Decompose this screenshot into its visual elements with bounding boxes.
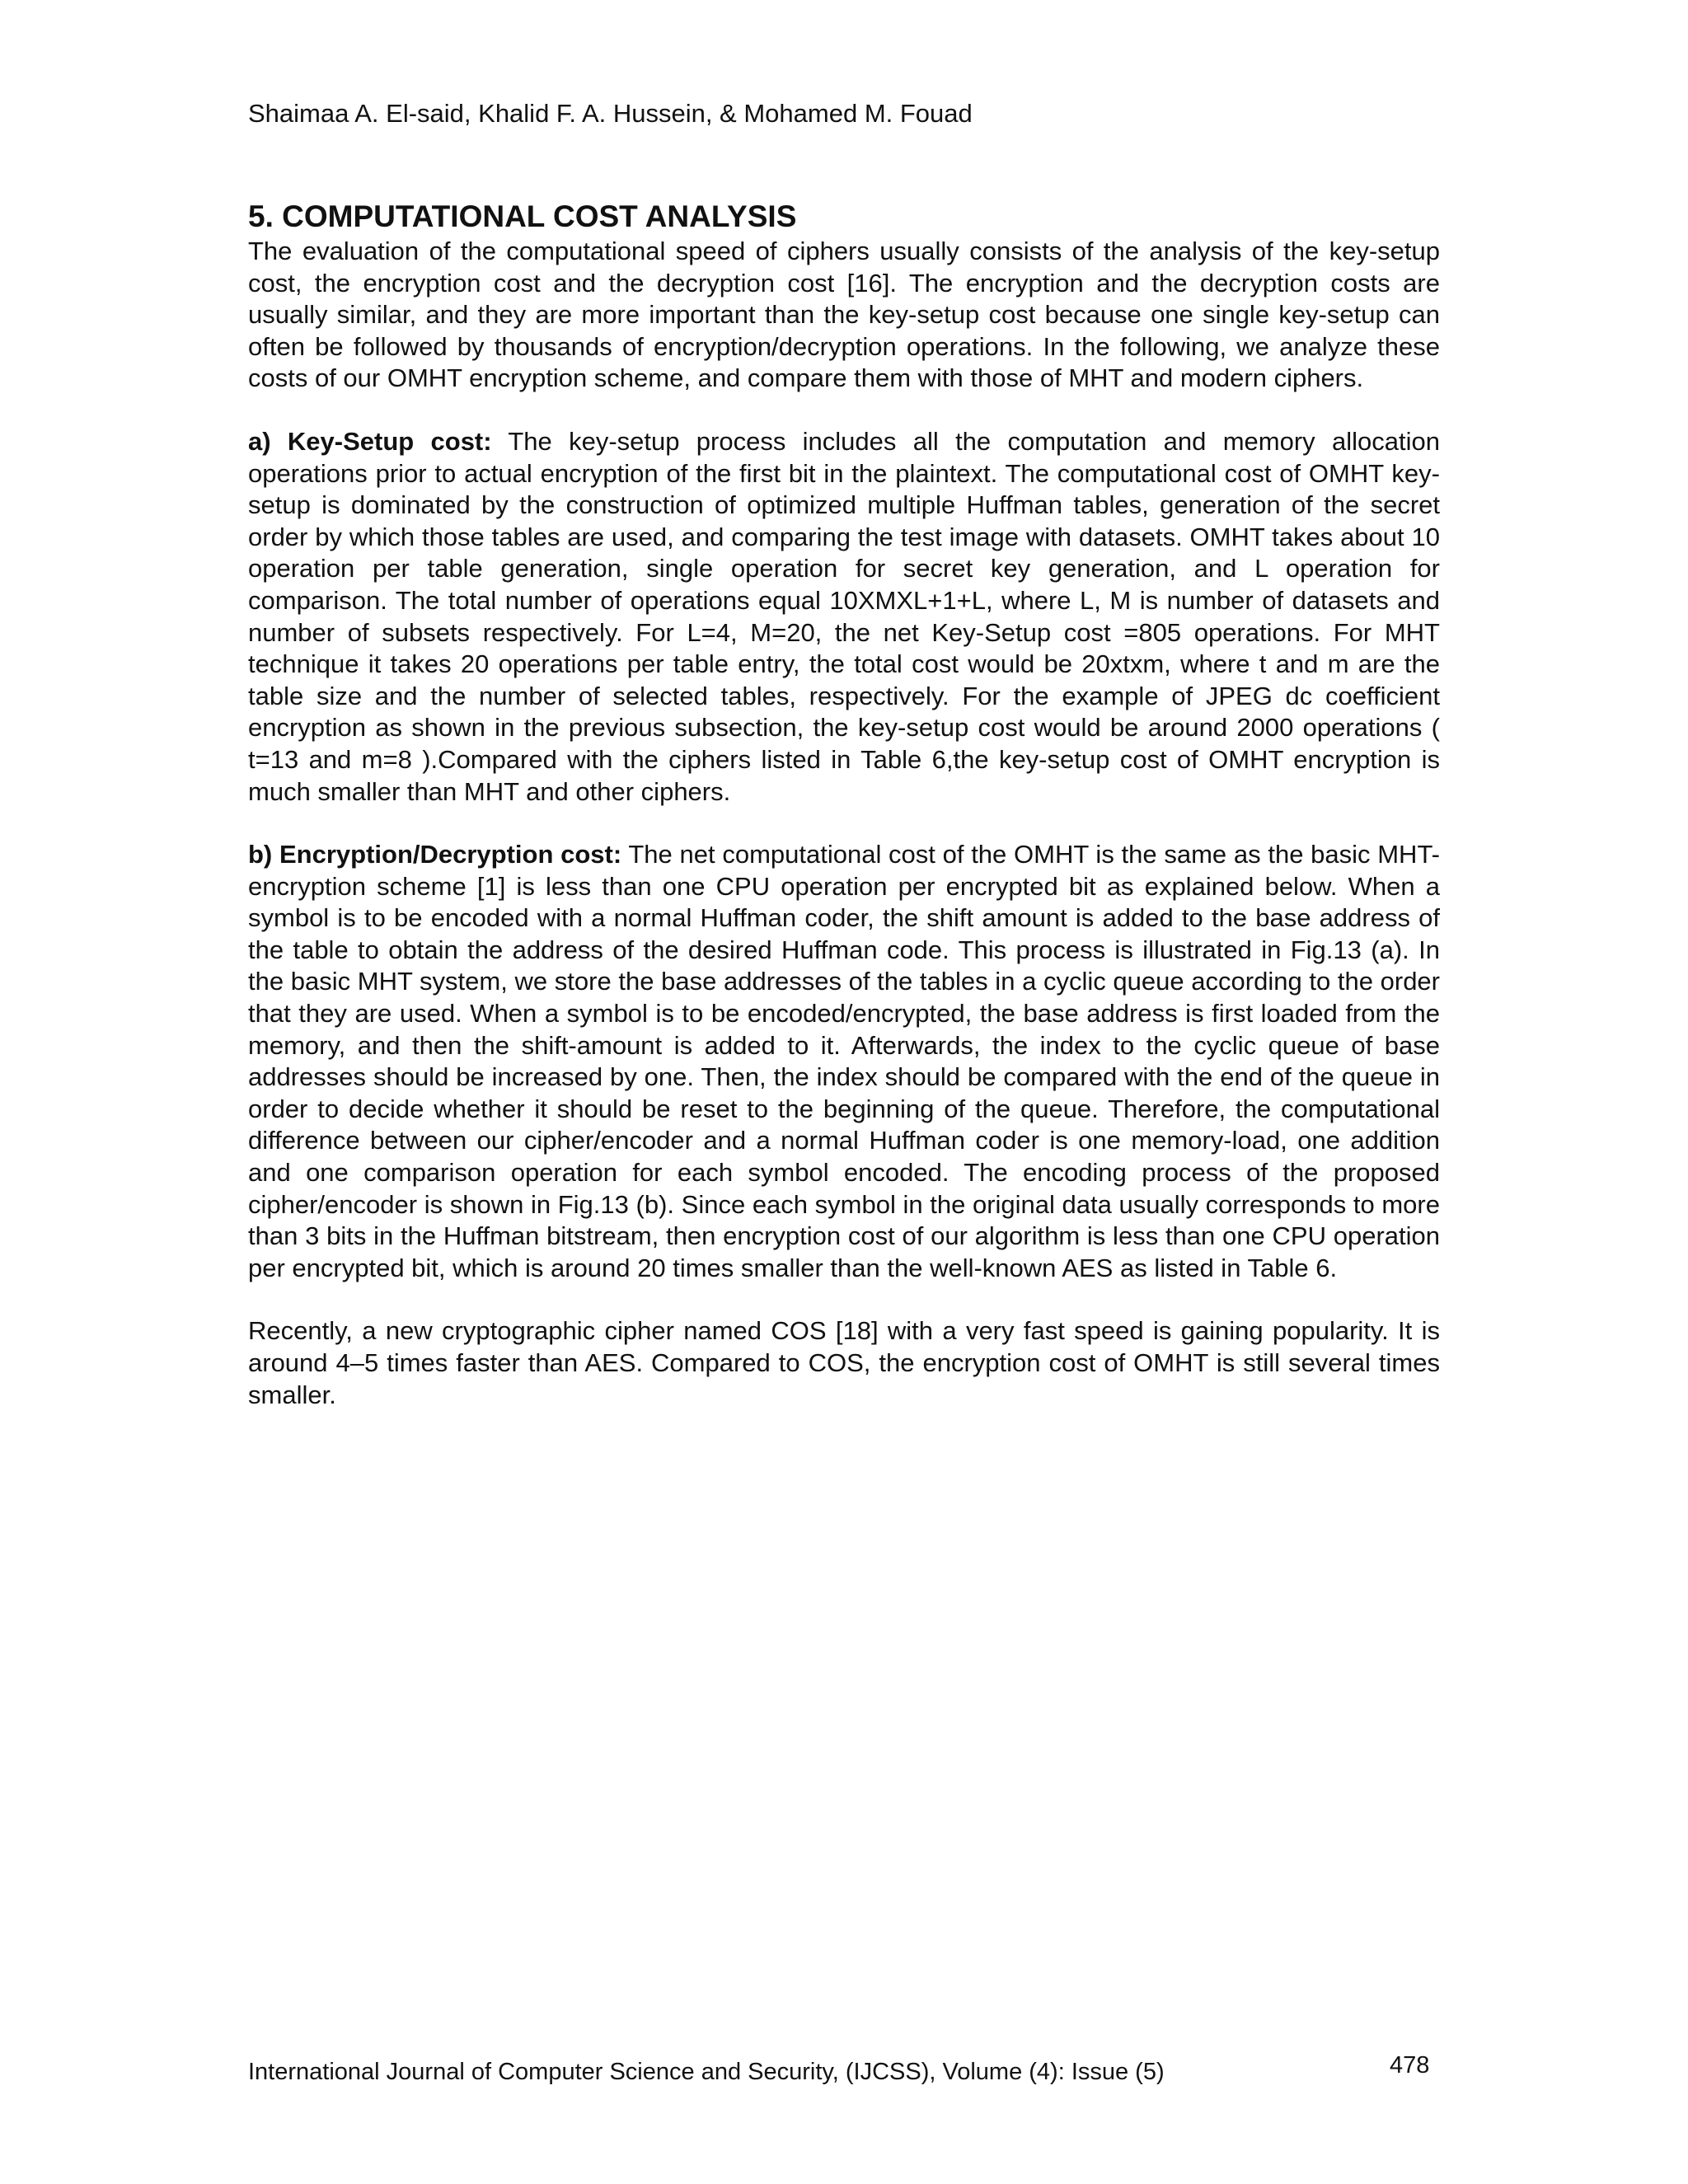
enc-dec-text: The net computational cost of the OMHT is the same as the basic MHT-encryption scheme [1] is less than one CPU operation per encrypted bit as explained below. When a symbol is to be encoded with a normal Huffman coder, the shift amount is added to the base address of the table to obtain the address of the desired Huffman code. This process is illustrated in Fig.13 (a). In the basic MHT system, we store the base addresses of the tables in a cyclic queue according to the order that they are used. When a symbol is to be encoded/encrypted, the base address is first loaded from the memory, and then the shift-amount is added to it. Afterwards, the index to the cyclic queue of base addresses should be increased by one. Then, the index should be compared with the end of the queue in order to decide whether it should be reset to the beginning of the queue. Therefore, the computational difference between our cipher/encoder and a normal Huffman coder is one memory-load, one addition and one comparison operation for each symbol encoded. The encoding process of the proposed cipher/encoder is shown in Fig.13 (b). Since each symbol in the original data usually corresponds to more than 3 bits in the Huffman bitstream, then encryption cost of our algorithm is less than one CPU operation per encrypted bit, which is around 20 times smaller than the well-known AES as listed in Table 6.: [248, 840, 1440, 1282]
running-header-authors: Shaimaa A. El-said, Khalid F. A. Hussein, & Mohamed M. Fouad: [248, 99, 973, 128]
key-setup-paragraph: [248, 426, 1440, 808]
page-number: 478: [1390, 2052, 1430, 2079]
section-heading: 5. COMPUTATIONAL COST ANALYSIS: [248, 199, 797, 233]
key-setup-lead: a) Key-Setup cost:: [248, 426, 492, 456]
intro-paragraph: The evaluation of the computational speed of ciphers usually consists of the analysis of the key-setup cost, the encryption cost and the decryption cost [16]. The encryption and the decryption costs are usually similar, and they are more important than the key-setup cost because one single key-setup can often be followed by thousands of encryption/decryption operations. In the following, we analyze these costs of our OMHT encryption scheme, and compare them with those of MHT and modern ciphers.: [248, 237, 1440, 393]
key-setup-text: The key-setup process includes all the computation and memory allocation operations prior to actual encryption of the first bit in the plaintext. The computational cost of OMHT key-setup is dominated by the construction of optimized multiple Huffman tables, generation of the secret order by which those tables are used, and comparing the test image with datasets. OMHT takes about 10 operation per table generation, single operation for secret key generation, and L operation for comparison. The total number of operations equal 10XMXL+1+L, where L, M is number of datasets and number of subsets respectively. For L=4, M=20, the net Key-Setup cost =805 operations. For MHT technique it takes 20 operations per table entry, the total cost would be 20xtxm, where t and m are the table size and the number of selected tables, respectively. For the example of JPEG dc coefficient encryption as shown in the previous subsection, the key-setup cost would be around 2000 operations ( t=13 and m=8 ).Compared with the ciphers listed in Table 6,the key-setup cost of OMHT encryption is much smaller than MHT and other ciphers.: [248, 426, 1440, 806]
footer-journal: International Journal of Computer Science and Security, (IJCSS), Volume (4): Issue (5): [248, 2059, 1165, 2085]
enc-dec-lead: b) Encryption/Decryption cost:: [248, 840, 622, 869]
section-body: [248, 198, 1440, 1411]
cos-paragraph: Recently, a new cryptographic cipher named COS [18] with a very fast speed is gaining popularity. It is around 4–5 times faster than AES. Compared to COS, the encryption cost of OMHT is still several times smaller.: [248, 1316, 1440, 1409]
enc-dec-paragraph: [248, 839, 1440, 1284]
